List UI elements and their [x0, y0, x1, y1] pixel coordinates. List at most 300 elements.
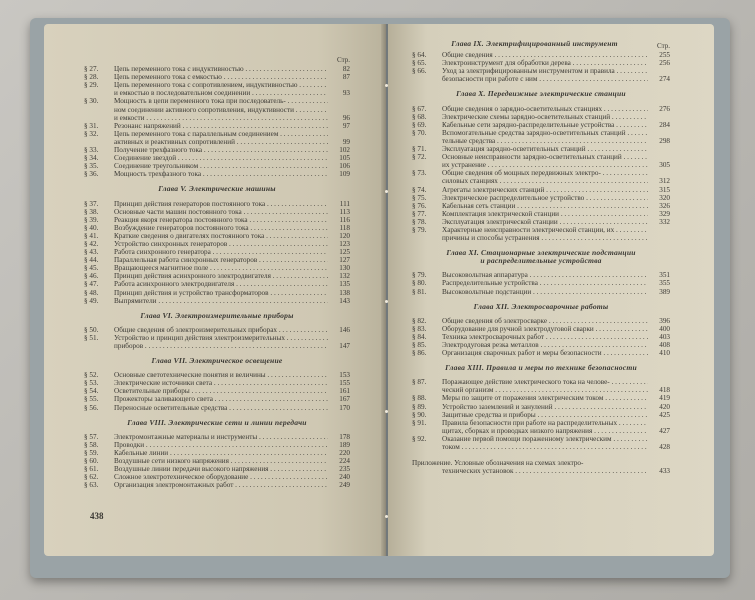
toc-entry — [84, 289, 350, 297]
toc-entry-title: Общие сведения об электросварке . . . — [442, 317, 648, 325]
toc-entry — [412, 161, 670, 169]
toc-entry-title: Электроинструмент для обработки дерева . . . — [442, 59, 648, 67]
toc-group — [84, 433, 350, 490]
toc-entry — [84, 65, 350, 73]
toc-entry-page: 329 — [659, 209, 670, 218]
toc-entry-number: § 54. — [84, 387, 99, 396]
toc-entry-page: 284 — [659, 120, 670, 129]
toc-entry — [84, 114, 350, 122]
toc-entry-number: § 33. — [84, 146, 99, 155]
toc-entry-title: Реакция якоря генератора постоянного тока . . . — [114, 216, 328, 224]
toc-entry-title: безопасности при работе с ним . . . — [442, 75, 648, 83]
toc-entry — [84, 224, 350, 232]
toc-entry-number: § 43. — [84, 248, 99, 257]
toc-entry-page: 87 — [342, 73, 350, 82]
toc-entry-title: Устройство синхронных генераторов . . . — [114, 240, 328, 248]
toc-entry-title: ческий организм . . . — [442, 386, 648, 394]
toc-entry-number: § 65. — [412, 59, 427, 68]
toc-entry-page: 118 — [339, 223, 350, 232]
toc-entry — [412, 419, 670, 427]
toc-entry-title: Соединение треугольником . . . — [114, 162, 328, 170]
toc-entry-number: § 64. — [412, 51, 427, 60]
toc-entry-title: Организация сварочных работ и меры безопасности . . . — [442, 349, 648, 357]
toc-entry-number: § 58. — [84, 440, 99, 449]
toc-entry-title: Распределительные устройства . . . — [442, 279, 648, 287]
toc-entry-title: Соединение звездой . . . — [114, 154, 328, 162]
toc-entry — [412, 169, 670, 177]
toc-entry-page: 332 — [659, 217, 670, 226]
toc-entry-page: 305 — [659, 161, 670, 170]
toc-entry-number: § 51. — [84, 333, 99, 342]
toc-entry-number: § 56. — [84, 403, 99, 412]
toc-entry-title: Устройство и принцип действия электроизмерительных . . . — [114, 334, 328, 342]
toc-entry-page: 403 — [659, 332, 670, 341]
toc-entry-title: Кабельные сети зарядно-распределительные устройства . . . — [442, 121, 648, 129]
toc-entry-number: § 39. — [84, 215, 99, 224]
toc-entry — [412, 137, 670, 145]
toc-entry-title: Цепь переменного тока с емкостью . . . — [114, 73, 328, 81]
toc-entry — [84, 297, 350, 305]
toc-entry-title: Электрические источники света . . . — [114, 379, 328, 387]
toc-entry-number: § 80. — [412, 279, 427, 288]
appendix — [412, 459, 670, 475]
toc-entry-page: 120 — [339, 231, 350, 240]
toc-entry-title: Кабельные линии . . . — [114, 449, 328, 457]
toc-entry-page: 428 — [659, 443, 670, 452]
toc-entry-title: Кабельная сеть станции . . . — [442, 202, 648, 210]
toc-entry-page: 147 — [339, 342, 350, 350]
toc-entry-page: 161 — [339, 387, 350, 396]
toc-group — [412, 378, 670, 451]
chapter-heading: Глава IX. Электрифицированный инструмент — [451, 39, 618, 48]
toc-entry — [84, 154, 350, 162]
toc-entry — [84, 240, 350, 248]
toc-entry-number: § 73. — [412, 169, 427, 178]
toc-entry-title: их устранение . . . — [442, 161, 648, 169]
toc-group — [84, 65, 350, 178]
toc-entry-title: Основные неисправности зарядно-осветительных станций . . . — [442, 153, 648, 161]
toc-entry — [412, 59, 670, 67]
toc-entry — [412, 153, 670, 161]
toc-entry — [84, 465, 350, 473]
right-page — [388, 24, 714, 556]
toc-entry — [84, 395, 350, 403]
toc-entry — [412, 271, 670, 279]
toc-entry-page: 170 — [339, 403, 350, 412]
toc-entry-number: § 72. — [412, 153, 427, 162]
toc-entry-title: Поражающее действие электрического тока на челове- . . . — [442, 378, 648, 386]
toc-entry-page: 82 — [342, 65, 350, 74]
toc-entry-title: Выпрямители . . . — [114, 297, 328, 305]
toc-entry-title: Электрические схемы зарядно-осветительных станций . . . — [442, 113, 648, 121]
toc-entry-title: Высоковольтная аппаратура . . . — [442, 271, 648, 279]
toc-entry — [84, 256, 350, 264]
toc-entry — [84, 481, 350, 489]
toc-entry-number: § 29. — [84, 81, 99, 90]
toc-entry-page: 427 — [659, 426, 670, 435]
toc-entry-page: 389 — [659, 287, 670, 296]
toc-entry — [412, 105, 670, 113]
toc-entry-page: 127 — [339, 256, 350, 265]
toc-entry-number: § 49. — [84, 296, 99, 305]
toc-entry — [412, 121, 670, 129]
toc-entry — [84, 130, 350, 138]
toc-entry — [412, 186, 670, 194]
toc-entry-page: 99 — [342, 137, 350, 146]
chapter-heading: Глава XI. Стационарные электрические подстанции — [446, 248, 636, 258]
appendix-page: 433 — [659, 467, 670, 476]
toc-entry — [84, 404, 350, 412]
toc-entry-number: § 60. — [84, 457, 99, 466]
toc-entry-page: 396 — [659, 316, 670, 325]
toc-entry-title: Эксплуатация электрической станции . . . — [442, 218, 648, 226]
chapter-heading: Глава VI. Электроизмерительные приборы — [140, 310, 294, 320]
toc-entry-title: и емкости . . . — [114, 114, 328, 122]
toc-entry-number: § 35. — [84, 162, 99, 171]
toc-entry-title: Агрегаты электрических станций . . . — [442, 186, 648, 194]
toc-entry — [412, 325, 670, 333]
toc-entry-title: активных и реактивных сопротивлений . . . — [114, 138, 328, 146]
toc-entry-title: Сложное электротехническое оборудование . . . — [114, 473, 328, 481]
toc-entry-page: 408 — [659, 341, 670, 349]
toc-entry-page: 351 — [659, 271, 670, 280]
toc-entry-number: § 31. — [84, 121, 99, 130]
toc-entry-title: Цепь переменного тока с сопротивлением, индуктивностью . . . — [114, 81, 328, 89]
toc-entry — [84, 138, 350, 146]
toc-entry — [84, 379, 350, 387]
toc-entry-page: 123 — [339, 239, 350, 248]
toc-entry-title: Работа синхронного генератора . . . — [114, 248, 328, 256]
toc-entry-page: 420 — [659, 402, 670, 411]
toc-entry — [412, 202, 670, 210]
toc-entry-number: § 37. — [84, 199, 99, 208]
toc-entry — [412, 341, 670, 349]
toc-entry-number: § 42. — [84, 239, 99, 248]
toc-entry-title: Основные светотехнические понятия и величины . . . — [114, 371, 328, 379]
chapter-heading: Глава V. Электрические машины — [158, 184, 276, 194]
toc-entry — [84, 232, 350, 240]
column-header: Стр. — [657, 42, 670, 50]
toc-entry-title: силовых станциях . . . — [442, 177, 648, 185]
toc-entry-title: Электрическое распределительное устройство . . . — [442, 194, 648, 202]
toc-entry — [412, 67, 670, 75]
toc-entry-title: Переносные осветительные средства . . . — [114, 404, 328, 412]
toc-entry-title: Цепь переменного тока с параллельным соединением . . . — [114, 130, 328, 138]
toc-entry-number: § 53. — [84, 379, 99, 388]
toc-entry — [412, 403, 670, 411]
toc-entry-number: § 34. — [84, 154, 99, 163]
toc-entry — [84, 342, 350, 350]
appendix-title-continued: технических установок . . . — [412, 467, 648, 475]
toc-entry-page: 143 — [339, 296, 350, 305]
toc-entry — [412, 129, 670, 137]
toc-entry-title: Принцип действия генераторов постоянного тока . . . — [114, 200, 328, 208]
toc-entry-number: § 74. — [412, 185, 427, 194]
toc-entry-number: § 27. — [84, 65, 99, 74]
toc-entry — [412, 288, 670, 296]
toc-entry-title: Воздушные сети низкого напряжения . . . — [114, 457, 328, 465]
toc-entry-title: Электромонтажные материалы и инструменты . . . — [114, 433, 328, 441]
toc-entry-number: § 69. — [412, 120, 427, 129]
toc-entry-number: § 32. — [84, 129, 99, 138]
toc-entry-number: § 77. — [412, 209, 427, 218]
toc-entry-number: § 89. — [412, 402, 427, 411]
toc-entry — [84, 326, 350, 334]
toc-entry — [84, 457, 350, 465]
toc-entry-page: 256 — [659, 59, 670, 68]
toc-entry-number: § 71. — [412, 145, 427, 154]
toc-entry — [412, 75, 670, 83]
toc-entry-page: 410 — [659, 349, 670, 358]
toc-entry-number: § 38. — [84, 207, 99, 216]
toc-entry-page: 235 — [339, 465, 350, 474]
right-toc — [412, 40, 670, 475]
toc-entry — [412, 394, 670, 402]
toc-entry-number: § 62. — [84, 473, 99, 482]
toc-entry — [412, 234, 670, 242]
toc-entry-number: § 45. — [84, 264, 99, 273]
left-toc — [84, 56, 350, 489]
toc-entry — [84, 216, 350, 224]
toc-entry-number: § 50. — [84, 325, 99, 334]
toc-entry-page: 249 — [339, 481, 350, 490]
toc-entry-number: § 41. — [84, 231, 99, 240]
toc-entry — [84, 208, 350, 216]
toc-entry-title: Параллельная работа синхронных генераторов . . . — [114, 256, 328, 264]
toc-entry-page: 274 — [659, 75, 670, 84]
toc-entry-page: 355 — [659, 279, 670, 288]
toc-entry-page: 153 — [339, 371, 350, 380]
toc-entry-number: § 90. — [412, 410, 427, 419]
toc-entry — [84, 371, 350, 379]
toc-group — [412, 51, 670, 83]
toc-entry — [412, 113, 670, 121]
toc-entry-number: § 66. — [412, 67, 427, 76]
toc-entry-title: причины и способы устранения . . . — [442, 234, 648, 242]
toc-group — [84, 200, 350, 305]
toc-group — [412, 317, 670, 357]
toc-entry-title: Работа асинхронного электродвигателя . . . — [114, 280, 328, 288]
toc-entry-title: Получение трехфазного тока . . . — [114, 146, 328, 154]
chapter-heading: Глава X. Передвижные электрические станции — [456, 89, 626, 99]
toc-entry-title: Резонанс напряжений . . . — [114, 122, 328, 130]
toc-entry-page: 105 — [339, 154, 350, 163]
toc-entry-number: § 59. — [84, 448, 99, 457]
toc-entry — [84, 272, 350, 280]
toc-entry-page: 320 — [659, 193, 670, 202]
toc-entry-title: Общие сведения . . . — [442, 51, 648, 59]
toc-entry-page: 96 — [342, 113, 350, 122]
toc-entry-title: Осветительные приборы . . . — [114, 387, 328, 395]
toc-entry — [84, 280, 350, 288]
toc-entry-title: Вращающееся магнитное поле . . . — [114, 264, 328, 272]
toc-entry-title: Комплектация электрической станции . . . — [442, 210, 648, 218]
toc-entry — [412, 226, 670, 234]
toc-entry-number: § 85. — [412, 341, 427, 349]
toc-entry-title: Высоковольтные подстанции . . . — [442, 288, 648, 296]
toc-entry — [84, 146, 350, 154]
toc-group — [412, 271, 670, 295]
toc-entry-title: Защитные средства и приборы . . . — [442, 411, 648, 419]
toc-entry-title: Цепь переменного тока с индуктивностью . . . — [114, 65, 328, 73]
toc-entry-title: приборов . . . — [114, 342, 328, 350]
toc-entry-title: Общие сведения о зарядно-осветительных станциях . . . — [442, 105, 648, 113]
toc-entry-title: Мощность в цепи переменного тока при последователь- . . . — [114, 97, 328, 105]
toc-entry — [412, 435, 670, 443]
toc-entry-number: § 81. — [412, 287, 427, 296]
toc-entry-page: 425 — [659, 410, 670, 419]
toc-entry-title: Эксплуатация зарядно-осветительных станций . . . — [442, 145, 648, 153]
toc-entry-page: 116 — [339, 215, 350, 224]
toc-entry-number: § 47. — [84, 280, 99, 289]
toc-entry-page: 113 — [339, 207, 350, 216]
toc-entry-page: 418 — [659, 386, 670, 395]
toc-entry-title: Воздушные линии передачи высокого напряжения . . . — [114, 465, 328, 473]
toc-entry — [84, 433, 350, 441]
toc-entry-number: § 46. — [84, 272, 99, 281]
toc-entry — [412, 194, 670, 202]
toc-entry — [412, 317, 670, 325]
toc-entry-title: Общие сведения об электроизмерительных приборах . . . — [114, 326, 328, 334]
toc-entry-number: § 91. — [412, 418, 427, 427]
toc-entry — [412, 279, 670, 287]
toc-entry-number: § 55. — [84, 395, 99, 404]
toc-entry — [412, 333, 670, 341]
toc-entry — [84, 97, 350, 105]
toc-entry-number: § 82. — [412, 316, 427, 325]
toc-entry — [84, 162, 350, 170]
toc-entry — [84, 81, 350, 89]
toc-entry-title: Мощность трехфазного тока . . . — [114, 170, 328, 178]
toc-entry-page: 326 — [659, 201, 670, 210]
toc-entry — [412, 51, 670, 59]
toc-entry-page: 419 — [659, 394, 670, 403]
toc-entry-title: Вспомогательные средства зарядно-осветительных станций . . . — [442, 129, 648, 137]
toc-entry-page: 125 — [339, 248, 350, 257]
toc-entry-page: 298 — [659, 136, 670, 145]
toc-entry-title: Организация электромонтажных работ . . . — [114, 481, 328, 489]
toc-entry-number: § 88. — [412, 394, 427, 403]
toc-entry-title: Устройство заземлений и занулений . . . — [442, 403, 648, 411]
toc-entry-title: Краткие сведения о двигателях постоянного тока . . . — [114, 232, 328, 240]
toc-entry-number: § 75. — [412, 193, 427, 202]
toc-entry-number: § 57. — [84, 432, 99, 441]
toc-entry-title: Принцип действия и устройство трансформаторов . . . — [114, 289, 328, 297]
toc-entry — [412, 218, 670, 226]
toc-entry-number: § 76. — [412, 201, 427, 210]
toc-entry-page: 400 — [659, 324, 670, 333]
toc-entry-number: § 28. — [84, 73, 99, 82]
toc-entry-title: щитах, сборках и проводках низкого напряжения . . . — [442, 427, 648, 435]
toc-entry-number: § 44. — [84, 256, 99, 265]
toc-entry — [412, 386, 670, 394]
toc-entry-number: § 30. — [84, 97, 99, 106]
page-number: 438 — [90, 510, 104, 521]
toc-entry — [84, 89, 350, 97]
toc-entry-number: § 61. — [84, 465, 99, 474]
toc-entry-page: 130 — [339, 264, 350, 273]
toc-entry-title: ном соединении активного сопротивления, индуктивности . . . — [114, 106, 328, 114]
toc-entry-page: 315 — [659, 185, 670, 194]
toc-entry-title: Меры по защите от поражения электрическим током . . . — [442, 394, 648, 402]
toc-entry-page: 240 — [339, 473, 350, 482]
toc-entry-title: Техника электросварочных работ . . . — [442, 333, 648, 341]
toc-entry-number: § 78. — [412, 217, 427, 226]
toc-entry-page: 224 — [339, 457, 350, 466]
toc-entry-page: 93 — [342, 89, 350, 98]
toc-entry-page: 146 — [339, 325, 350, 334]
toc-entry — [84, 473, 350, 481]
toc-group — [412, 105, 670, 243]
toc-entry-page: 138 — [339, 288, 350, 297]
toc-entry-page: 132 — [339, 272, 350, 281]
toc-entry — [412, 210, 670, 218]
chapter-heading: Глава VIII. Электрические сети и линии передачи — [127, 417, 307, 427]
toc-entry-page: 312 — [659, 177, 670, 186]
toc-entry-page: 97 — [342, 121, 350, 130]
toc-entry — [412, 378, 670, 386]
toc-entry — [84, 334, 350, 342]
toc-entry-number: § 79. — [412, 271, 427, 280]
toc-entry — [84, 170, 350, 178]
toc-entry-page: 276 — [659, 104, 670, 113]
toc-entry-title: Основные части машин постоянного тока . . . — [114, 208, 328, 216]
toc-group — [84, 371, 350, 411]
toc-entry — [84, 387, 350, 395]
toc-entry — [412, 177, 670, 185]
chapter-heading: Глава VII. Электрическое освещение — [151, 356, 283, 366]
toc-entry-page: 111 — [339, 199, 350, 208]
toc-entry-title: Проводки . . . — [114, 441, 328, 449]
toc-entry — [84, 441, 350, 449]
toc-entry — [84, 200, 350, 208]
toc-entry-page: 102 — [339, 146, 350, 155]
toc-entry-title: Электродуговая резка металлов . . . — [442, 341, 648, 349]
toc-entry — [412, 427, 670, 435]
toc-entry-number: § 92. — [412, 434, 427, 443]
chapter-heading: Глава XIII. Правила и меры по технике безопасности — [445, 363, 637, 373]
toc-entry — [84, 248, 350, 256]
toc-entry-page: 106 — [339, 162, 350, 171]
toc-entry-number: § 87. — [412, 378, 427, 387]
toc-entry-number: § 40. — [84, 223, 99, 232]
appendix-title: Приложение. Условные обозначения на схемах электро- — [412, 459, 584, 468]
toc-entry-number: § 52. — [84, 371, 99, 380]
chapter-heading: Глава XII. Электросварочные работы — [473, 301, 609, 311]
toc-entry-page: 155 — [339, 379, 350, 388]
toc-entry-number: § 67. — [412, 104, 427, 113]
toc-entry-number: § 70. — [412, 128, 427, 137]
toc-entry-title: Прожекторы заливающего света . . . — [114, 395, 328, 403]
toc-entry — [84, 449, 350, 457]
chapter-heading-continued: и распределительные устройства — [480, 256, 602, 266]
toc-entry-number: § 68. — [412, 112, 427, 121]
left-page — [44, 24, 386, 556]
toc-entry-title: Общие сведения об мощных передвижных электро- . . . — [442, 169, 648, 177]
toc-entry-title: Принцип действия асинхронного электродвигателя . . . — [114, 272, 328, 280]
toc-entry — [412, 145, 670, 153]
toc-entry-page: 255 — [659, 51, 670, 60]
toc-entry-title: Характерные неисправности электрической станции, их . . . — [442, 226, 648, 234]
appendix-line — [412, 459, 670, 467]
toc-entry-title: Уход за электрифицированным инструментом и правила . . . — [442, 67, 648, 75]
toc-entry-number: § 36. — [84, 170, 99, 179]
toc-group — [84, 326, 350, 350]
toc-entry-title: Оборудование для ручной электродуговой сварки . . . — [442, 325, 648, 333]
toc-entry-number: § 79. — [412, 225, 427, 234]
toc-entry-page: 167 — [339, 395, 350, 404]
appendix-line — [412, 467, 670, 475]
